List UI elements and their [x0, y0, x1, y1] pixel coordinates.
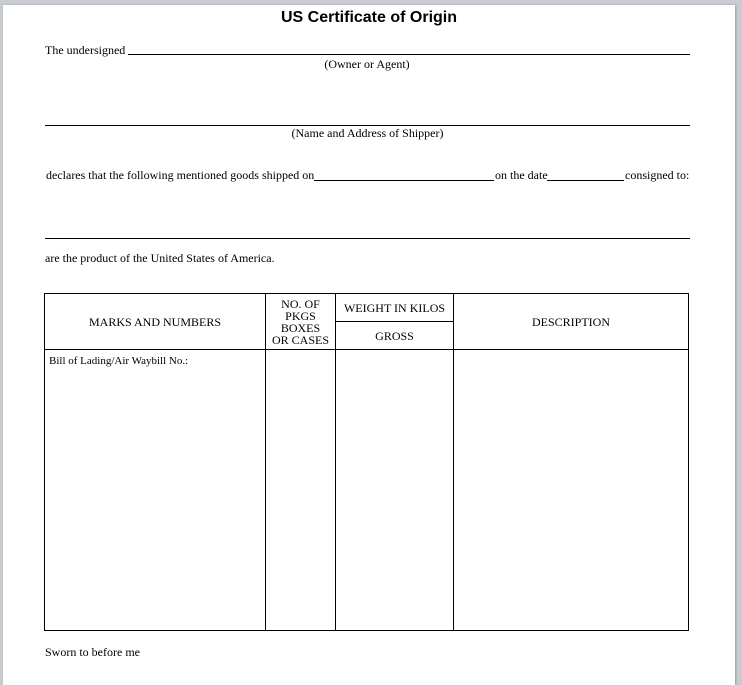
- pkgs-cell[interactable]: [266, 350, 335, 630]
- sworn-text: Sworn to before me: [45, 645, 140, 659]
- header-gross: GROSS: [375, 328, 414, 343]
- header-pkgs-line: NO. OF: [281, 296, 320, 311]
- gross-cell[interactable]: [336, 350, 453, 630]
- product-text: are the product of the United States of America.: [45, 251, 275, 265]
- header-pkgs-line: OR CASES: [271, 332, 330, 347]
- header-no-of-pkgs: [266, 294, 335, 349]
- goods-table: [44, 293, 689, 631]
- consigned-text: consigned to:: [625, 168, 690, 182]
- document-page: [3, 5, 735, 685]
- declares-text: declares that the following mentioned goods shipped on: [46, 168, 315, 182]
- header-pkgs-line: PKGS: [285, 308, 316, 323]
- header-weight-in-kilos: WEIGHT IN KILOS: [343, 300, 446, 315]
- owner-caption: (Owner or Agent): [324, 57, 410, 71]
- page-title: US Certificate of Origin: [280, 9, 458, 26]
- on-date-text: on the date: [495, 168, 548, 182]
- bill-of-lading-label: Bill of Lading/Air Waybill No.:: [49, 355, 189, 367]
- shipped-on-field[interactable]: [314, 180, 494, 181]
- description-cell[interactable]: [454, 350, 688, 630]
- consignee-field[interactable]: [45, 238, 690, 239]
- undersigned-label: The undersigned: [45, 43, 126, 57]
- header-marks-numbers: MARKS AND NUMBERS: [88, 314, 222, 329]
- owner-agent-field[interactable]: [128, 54, 690, 55]
- marks-cell[interactable]: [45, 350, 265, 630]
- date-field[interactable]: [547, 180, 624, 181]
- header-pkgs-line: BOXES: [280, 320, 321, 335]
- header-description: DESCRIPTION: [531, 314, 610, 329]
- shipper-caption: (Name and Address of Shipper): [291, 126, 444, 140]
